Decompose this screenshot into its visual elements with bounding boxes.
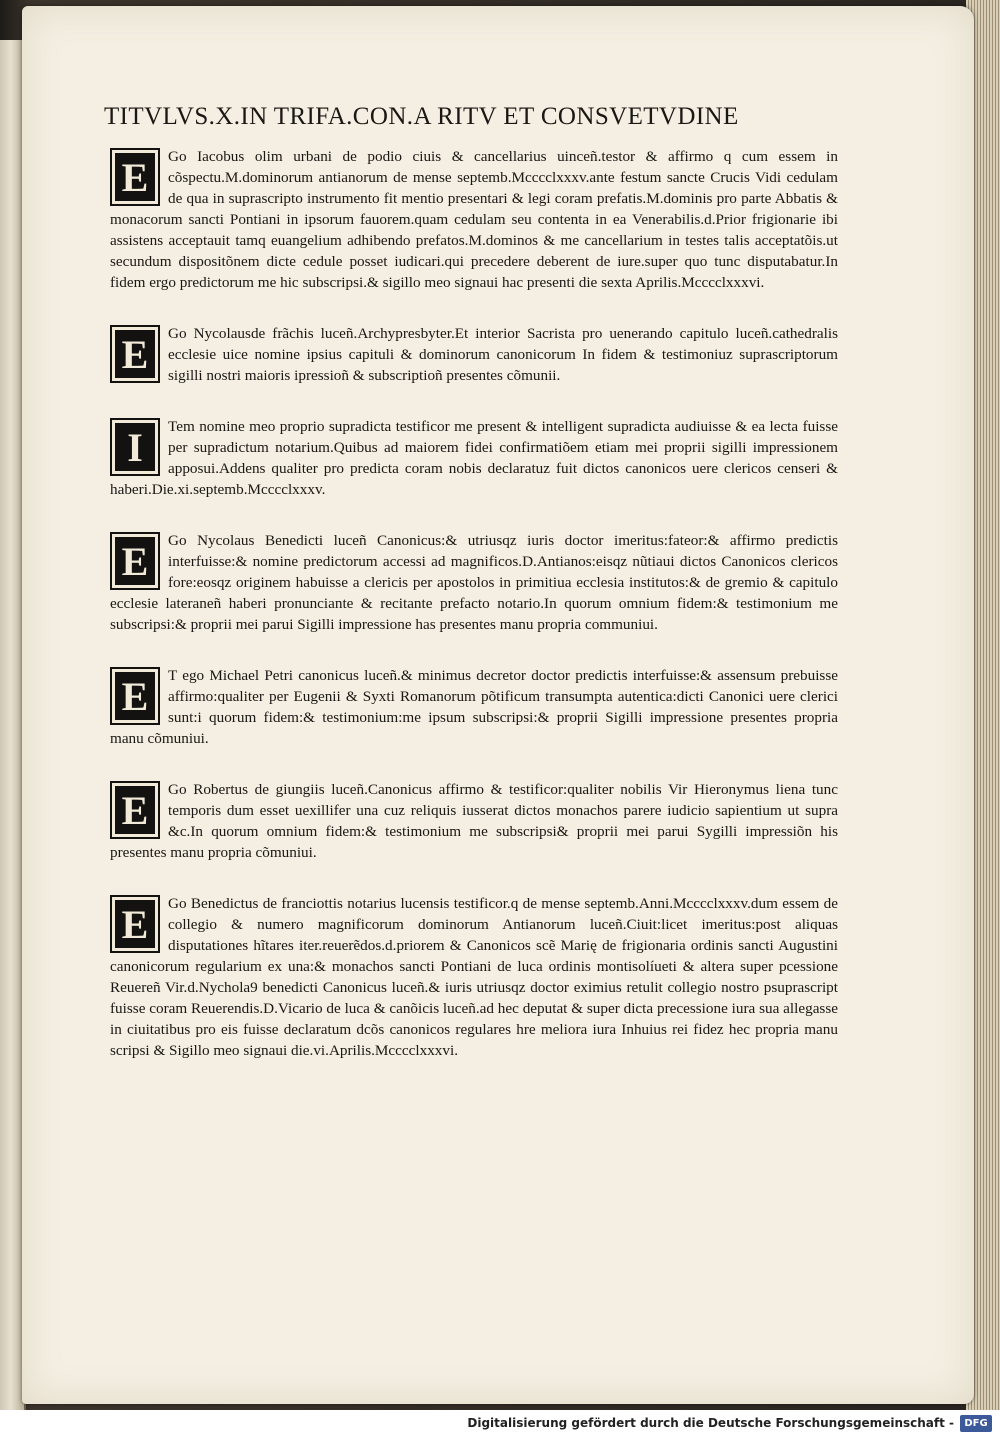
book-page bbox=[22, 6, 974, 1404]
decorated-initial: E bbox=[110, 781, 160, 839]
entry-7 bbox=[110, 893, 838, 1061]
entry-2 bbox=[110, 323, 838, 386]
entry-6 bbox=[110, 779, 838, 863]
entry-text: Go Nycolaus Benedicti luceñ Canonicus:& utriusqz iuris doctor imeritus:fateor:& affirmo predictis interfuisse:& nomine predictorum accessi ad magnificos.D.Antianos:eisqz nũtiaui dictos Canonicos clericos fore:eosqz originem habuisse a clericis per apostolos in primitiua ecclesia institutos:& de gremio & capitulo ecclesie lateraneñ haberi pronunciante & recitante prefacto notario.In quorum omnium fidem:& testimonium me subscripsi:& proprii mei parui Sigilli impressione has presentes manu propria communiui. bbox=[110, 532, 838, 633]
entry-4 bbox=[110, 530, 838, 635]
page-heading: TITVLVS.X.IN TRIFA.CON.A RITV ET CONSVETVDINE bbox=[104, 103, 739, 130]
entry-3 bbox=[110, 416, 838, 500]
entry-text: Go Benedictus de franciottis notarius lucensis testificor.q de mense septemb.Anni.Mcccclxxxv.dum essem de collegio & numero magnificorum dominorum Antianorum luceñ.Ciuit:licet imeritus:post aliquas disputationes hĩtares iter.reuerẽdos.d.priorem & Canonicos scẽ Marię de frigionaria ordinis sancti Augustini canonicorum regularium ex una:& monachos sancti Pontiani de luca ordinis montisolíueti & altera super pcessione Reuereñ Vir.d.Nychola9 benedicti Canonicus luceñ.& iuris utriusqz doctor eximius retulit collegio nostro psuprascript fuisse coram Reuerendis.D.Vicario de luca & canõicis luceñ.ad hec deputat & super dicta precessione iura sua allegasse in ciuitatibus pro eis fuisse declaratum dcõs canonicos regulares hre meliora iura Inhuius rei fidez hec propria manu scripsi & Sigillo meo signaui die.vi.Aprilis.Mcccclxxxvi. bbox=[110, 895, 838, 1059]
entry-text: T ego Michael Petri canonicus luceñ.& minimus decretor doctor predictis interfuisse:& assensum prebuisse affirmo:qualiter per Eugenii & Syxti Romanorum põtificum transumpta autentica:dicti Canonici uere clerici sunt:i quorum fidem:& testimonium:me ipsum subscripsi:& proprii Sigilli impressione presentes propria manu cõmuniui. bbox=[110, 667, 838, 747]
text-block bbox=[104, 102, 838, 1091]
footer-bar bbox=[0, 1410, 1000, 1438]
entry-text: Go Iacobus olim urbani de podio ciuis & cancellarius uinceñ.testor & affirmo q cum essem in cõspectu.M.dominorum antianorum de mense septemb.Mcccclxxxv.ante festum sancte Crucis Vidi cedulam de qua in suprascripto instrumento fit mentio presentari & legi coram prefatis.M.dominis pro parte Abbatis & monacorum sancti Pontiani in ipsorum fauorem.quam cedulam seu contenta in ea Venerabilis.d.Prior frigionarie ibi assistens acceptauit tamq euangelium adhibendo prefatos.M.dominos & me cancellarium in testes talis acceptatõis.ut secundum dispositõnem dicte cedule posset iudicari.qui precedere deberent de iure.super quo tunc disputabatur.In fidem ergo predictorum me hic subscripsi.& sigillo meo signaui hac presenti die sexta Aprilis.Mcccclxxxvi. bbox=[110, 148, 838, 291]
decorated-initial: E bbox=[110, 532, 160, 590]
funding-notice: Digitalisierung gefördert durch die Deutsche Forschungsgemeinschaft - bbox=[467, 1416, 954, 1430]
decorated-initial: E bbox=[110, 325, 160, 383]
entry-text: Go Nycolausde frãchis luceñ.Archypresbyter.Et interior Sacrista pro uenerando capitulo luceñ.cathedralis ecclesie uice nomine ipsius capituli & dominorum canonicorum In fidem & testimoniuz suprascriptorum sigilli nostri maioris ipressioñ & subscriptioñ presentes cõmunii. bbox=[168, 325, 838, 384]
entry-1 bbox=[110, 146, 838, 293]
decorated-initial: I bbox=[110, 418, 160, 476]
dfg-logo: DFG bbox=[960, 1415, 992, 1432]
decorated-initial: E bbox=[110, 667, 160, 725]
entry-text: Go Robertus de giungiis luceñ.Canonicus affirmo & testificor:qualiter nobilis Vir Hieronymus liena tunc temporis dum esset uexillifer una cuz reliquis iusserat dictos monachos parere iudicio sapientium ut supra &c.In quorum omnium fidem:& testimonium me subscripsi& proprii mei parui Sygilli impressiõn his presentes manu propria cõmuniui. bbox=[110, 781, 838, 861]
decorated-initial: E bbox=[110, 148, 160, 206]
entry-text: Tem nomine meo proprio supradicta testificor me present & intelligent supradicta audiuisse & ea lecta fuisse per supradictum notarium.Quibus ad maiorem fidei confirmatiõem etiam mei proprii sigilli impressionem apposui.Addens qualiter pro predicta coram nobis declaratuz fuit dictos canonicos uere clericos censeri & haberi.Die.xi.septemb.Mcccclxxxv. bbox=[110, 418, 838, 498]
entry-5 bbox=[110, 665, 838, 749]
decorated-initial: E bbox=[110, 895, 160, 953]
